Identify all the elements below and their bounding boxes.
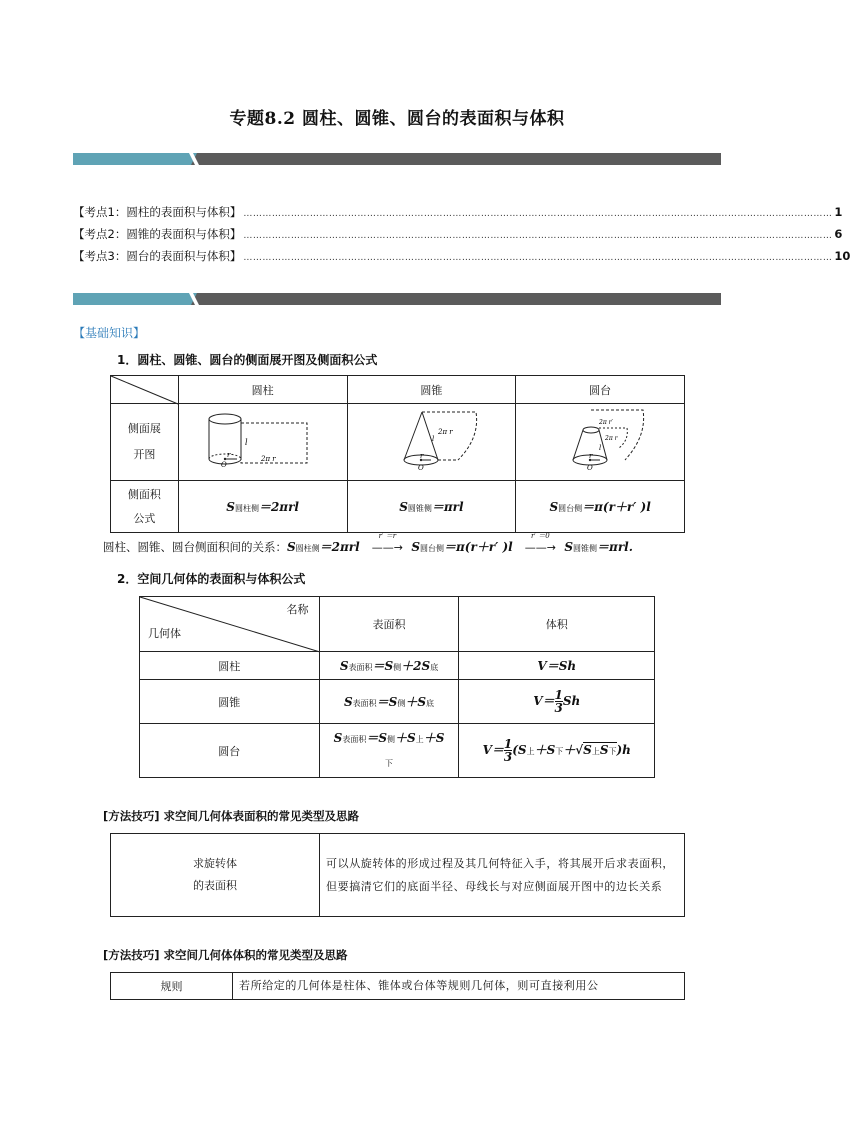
cylinder-volume-formula: V＝Sh — [459, 652, 655, 680]
method1-heading: [方法技巧] 求空间几何体表面积的常见类型及思路 — [103, 809, 360, 823]
frustum-lateral-formula: S圆台侧＝π(r＋r′ )l — [516, 481, 685, 533]
method2-table — [110, 972, 685, 1000]
lateral-area-relation: 圆柱、圆锥、圆台侧面积间的关系：S圆柱侧＝2πrl r′ ＝r ——→ S圆台侧＝π(r＋r′ )l r′ ＝0 ——→ S圆锥侧＝πrl. — [103, 532, 633, 554]
cylinder-lateral-formula: S圆柱侧＝2πrl — [178, 481, 347, 533]
cone-net-icon — [376, 408, 486, 474]
cone-lateral-formula: S圆锥侧＝πrl — [347, 481, 516, 533]
toc-item-2[interactable]: 【考点2：圆锥的表面积与体积】 …………………………………………………………………………………………………………………………………………………………………… 6 — [73, 227, 843, 241]
cone-net-diagram — [347, 404, 516, 481]
cylinder-surface-formula: S表面积＝S侧＋2S底 — [319, 652, 459, 680]
section2-heading: 2．空间几何体的表面积与体积公式 — [117, 572, 306, 586]
svg-text:l: l — [244, 437, 248, 447]
surface-volume-table — [139, 596, 655, 778]
svg-text:2π r: 2π r — [438, 427, 454, 436]
method1-left: 求旋转体 的表面积 — [111, 834, 320, 917]
svg-text:2π r: 2π r — [260, 454, 276, 463]
svg-text:2π r′: 2π r′ — [599, 418, 614, 426]
page-title: 专题8.2 圆柱、圆锥、圆台的表面积与体积 — [229, 109, 565, 129]
cone-surface-formula: S表面积＝S侧＋S底 — [319, 680, 459, 724]
toc-item-1[interactable]: 【考点1：圆柱的表面积与体积】 …………………………………………………………………………………………………………………………………………………………………… 1 — [73, 205, 843, 219]
method2-right: 若所给定的几何体是柱体、锥体或台体等规则几何体，则可直接利用公 — [233, 973, 685, 1000]
row-label-formula: 侧面积 公式 — [111, 481, 179, 533]
arrow-r-eq-r: r′ ＝r ——→ — [371, 532, 403, 554]
col-surface: 表面积 — [319, 597, 459, 652]
row-cylinder: 圆柱 — [140, 652, 320, 680]
frustum-volume-formula: V＝ $\frac{1}{3}$ (S上＋S下＋√S上S下)h — [459, 724, 655, 778]
arrow-r-eq-0: r′ ＝0 ——→ — [524, 532, 556, 554]
svg-text:O: O — [418, 463, 425, 472]
section1-heading: 1．圆柱、圆锥、圆台的侧面展开图及侧面积公式 — [117, 353, 378, 367]
svg-text:l: l — [432, 434, 435, 443]
diagonal-line — [111, 376, 178, 404]
svg-text:O: O — [220, 460, 227, 469]
corner-cell — [111, 376, 179, 404]
svg-text:2π r: 2π r — [605, 434, 618, 442]
svg-text:r: r — [226, 450, 230, 459]
frustum-net-diagram — [516, 404, 685, 481]
frustum-net-icon — [545, 408, 655, 474]
basics-heading: 【基础知识】 — [73, 326, 146, 340]
row-frustum: 圆台 — [140, 724, 320, 778]
col-frustum: 圆台 — [516, 376, 685, 404]
corner-cell: 名称 几何体 — [140, 597, 320, 652]
cylinder-net-diagram — [178, 404, 347, 481]
divider-band — [73, 153, 721, 165]
row-label-unfold: 侧面展 开图 — [111, 404, 179, 481]
method2-heading: [方法技巧] 求空间几何体体积的常见类型及思路 — [103, 948, 348, 962]
divider-band — [73, 293, 721, 305]
col-cone: 圆锥 — [347, 376, 516, 404]
frustum-surface-formula: S表面积＝S侧＋S上＋S 下 — [319, 724, 459, 778]
col-cylinder: 圆柱 — [178, 376, 347, 404]
method2-left: 规则 — [111, 973, 233, 1000]
svg-text:O: O — [587, 463, 593, 472]
row-cone: 圆锥 — [140, 680, 320, 724]
toc-item-3[interactable]: 【考点3：圆台的表面积与体积】 …………………………………………………………………………………………………………………………………………………………………… 10 — [73, 249, 850, 263]
svg-text:r: r — [420, 451, 424, 460]
cone-volume-formula: V＝ $\frac{1}{3}$ Sh — [459, 680, 655, 724]
method1-table — [110, 833, 685, 917]
col-volume: 体积 — [459, 597, 655, 652]
svg-text:r: r — [589, 451, 593, 460]
lateral-area-table — [110, 375, 685, 533]
svg-text:l: l — [599, 443, 602, 452]
method1-right: 可以从旋转体的形成过程及其几何特征入手，将其展开后求表面积，但要搞清它们的底面半径、母线长与对应侧面展开图中的边长关系 — [320, 834, 685, 917]
cylinder-net-icon — [203, 409, 323, 473]
